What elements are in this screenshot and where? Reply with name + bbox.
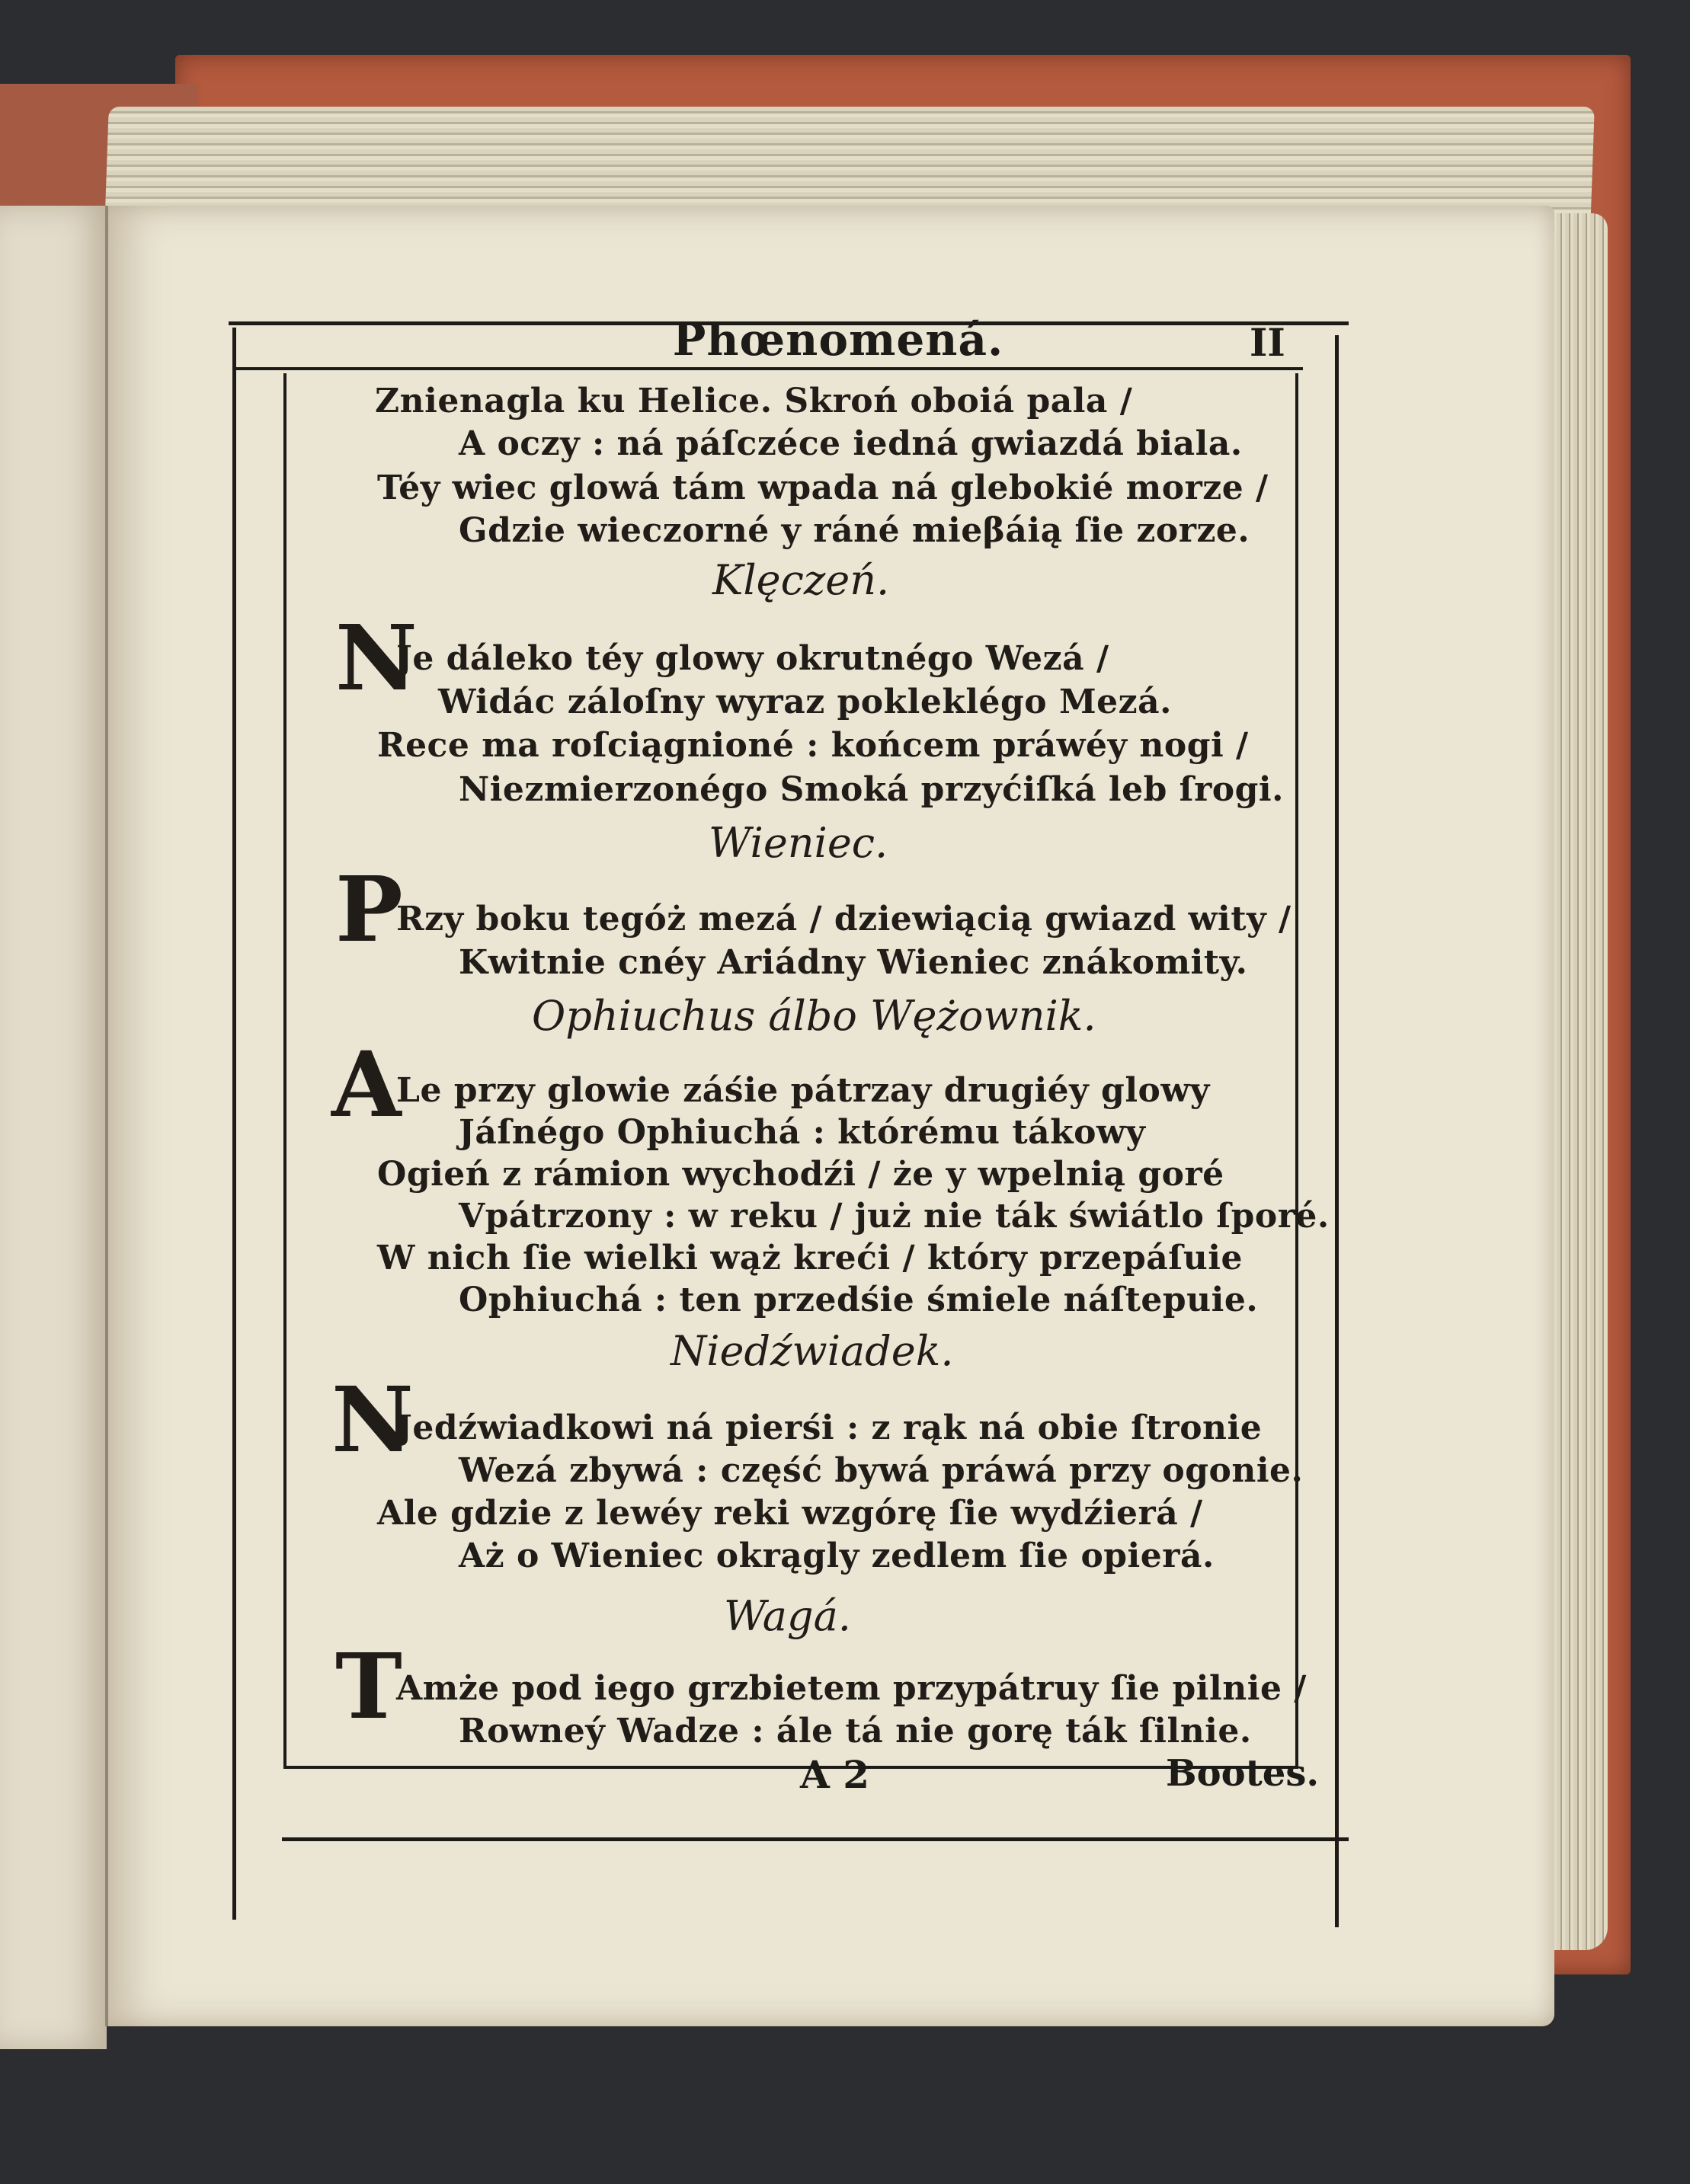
- running-title: Phœnomená.: [672, 314, 1004, 366]
- section-heading: Wagá.: [724, 1592, 851, 1640]
- text-line: Rowneý Wadze : ále tá nie gorę ták ſilnie.: [459, 1712, 1252, 1751]
- text-line: Téy wiec glowá tám wpada ná glebokié morze /: [377, 468, 1269, 507]
- signature-mark: A 2: [800, 1752, 869, 1797]
- initial-letter: T: [335, 1633, 402, 1739]
- text-line: Wezá zbywá : część bywá práwá przy ogonie.: [459, 1451, 1304, 1490]
- catchword: Bootes.: [1166, 1752, 1320, 1795]
- frame-text-bottom-rule: [283, 1766, 1298, 1769]
- text-line: Rzy boku tegóż mezá / dziewiącią gwiazd wity /: [396, 900, 1292, 939]
- frame-left-outer-rule: [232, 328, 236, 1920]
- text-line: Aż o Wieniec okrągly zedlem ſie opierá.: [459, 1536, 1215, 1575]
- folio-number: II: [1250, 320, 1285, 365]
- initial-letter: A: [331, 1031, 402, 1137]
- text-line: Vpátrzony : w reku / już nie ták świátlo ſporé.: [459, 1197, 1330, 1236]
- text-line: Znienagla ku Helice. Skroń oboiá pala /: [375, 382, 1133, 420]
- text-line: Je dáleko téy glowy okrutnégo Wezá /: [396, 639, 1109, 678]
- section-heading: Wieniec.: [709, 819, 888, 867]
- text-line: Jedźwiadkowi ná pierśi : z rąk ná obie ſtronie: [396, 1409, 1263, 1447]
- frame-left-inner-rule: [283, 373, 286, 1767]
- section-heading: Ophiuchus álbo Wężownik.: [532, 992, 1096, 1040]
- text-line: W nich ſie wielki wąż kreći / który przepáſuie: [377, 1239, 1243, 1277]
- text-line: Jáſnégo Ophiuchá : którému tákowy: [459, 1113, 1146, 1152]
- text-line: Niezmierzonégo Smoká przyćiſká leb ſrogi.: [459, 770, 1284, 809]
- text-line: A oczy : ná páſczéce iedná gwiazdá biala.: [459, 424, 1243, 463]
- section-heading: Klęczeń.: [712, 556, 890, 604]
- initial-letter: P: [335, 856, 403, 962]
- section-heading: Niedźwiadek.: [671, 1327, 954, 1375]
- text-line: Le przy glowie záśie pátrzay drugiéy glowy: [396, 1071, 1210, 1110]
- text-line: Rece ma roſciągnioné : końcem práwéy nogi /: [377, 726, 1249, 765]
- initial-letter: N: [335, 605, 418, 711]
- text-line: Widác záloſny wyraz pokleklégo Mezá.: [438, 683, 1172, 721]
- frame-bottom-rule: [282, 1837, 1349, 1841]
- text-line: Kwitnie cnéy Ariádny Wieniec znákomity.: [459, 943, 1248, 982]
- frame-right-outer-rule: [1335, 335, 1339, 1927]
- text-line: Amże pod iego grzbietem przypátruy ſie pilnie /: [396, 1669, 1307, 1708]
- left-page-edge: [0, 206, 107, 2049]
- text-line: Ophiuchá : ten przedśie śmiele náſtepuie.: [459, 1281, 1259, 1319]
- initial-letter: N: [331, 1367, 414, 1473]
- text-line: Ogień z rámion wychodźi / że y wpelnią goré: [377, 1155, 1224, 1194]
- gutter: [105, 206, 108, 2026]
- frame-right-inner-rule: [1295, 373, 1298, 1767]
- text-line: Ale gdzie z lewéy reki wzgórę ſie wydźierá /: [377, 1494, 1203, 1533]
- frame-header-rule: [236, 367, 1303, 370]
- text-line: Gdzie wieczorné y ráné mieβáią ſie zorze.: [459, 511, 1250, 550]
